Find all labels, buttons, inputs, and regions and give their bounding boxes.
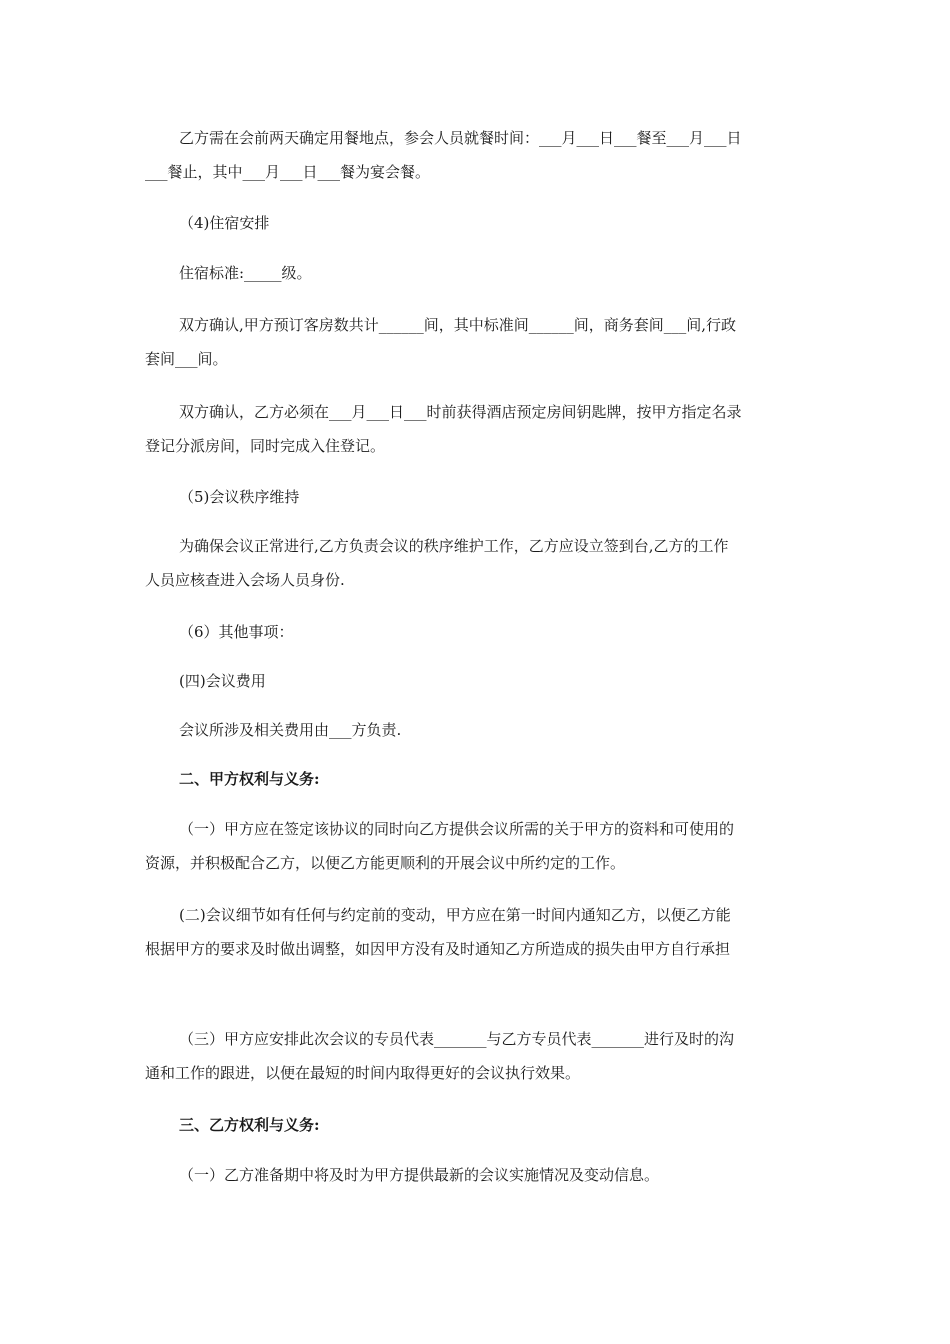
party-a-obligation-one bbox=[145, 812, 810, 880]
text-line: （5)会议秩序维持 bbox=[179, 488, 300, 506]
section-two-heading bbox=[145, 762, 810, 796]
order-paragraph bbox=[145, 529, 810, 597]
party-a-obligation-two bbox=[145, 898, 810, 966]
text-line: （6）其他事项： bbox=[179, 623, 294, 641]
order-heading bbox=[145, 480, 810, 514]
party-b-obligation-one bbox=[145, 1158, 810, 1192]
text-line: （一）乙方准备期中将及时为甲方提供最新的会议实施情况及变动信息。 bbox=[179, 1166, 660, 1184]
text-line: 资源，并积极配合乙方，以便乙方能更顺利的开展会议中所约定的工作。 bbox=[145, 854, 626, 872]
text-line: 二、甲方权利与义务: bbox=[179, 770, 320, 788]
text-line: 双方确认,甲方预订客房数共计______间，其中标准间______间，商务套间___间,行政 bbox=[179, 316, 737, 334]
text-line: （一）甲方应在签定该协议的同时向乙方提供会议所需的关于甲方的资料和可使用的 bbox=[179, 820, 735, 838]
section-three-heading bbox=[145, 1108, 810, 1142]
fees-paragraph bbox=[145, 713, 810, 747]
text-line: （三）甲方应安排此次会议的专员代表_______与乙方专员代表_______进行及时的沟 bbox=[179, 1030, 735, 1048]
text-line: 双方确认，乙方必须在___月___日___时前获得酒店预定房间钥匙牌，按甲方指定名录 bbox=[179, 403, 742, 421]
text-line: 三、乙方权利与义务: bbox=[179, 1116, 320, 1134]
room-key-paragraph bbox=[145, 395, 810, 463]
text-line: 根据甲方的要求及时做出调整，如因甲方没有及时通知乙方所造成的损失由甲方自行承担 bbox=[145, 940, 731, 958]
text-line: 通和工作的跟进，以便在最短的时间内取得更好的会议执行效果。 bbox=[145, 1064, 581, 1082]
text-line: 为确保会议正常进行,乙方负责会议的秩序维护工作，乙方应设立签到台,乙方的工作 bbox=[179, 537, 729, 555]
text-line: ___餐止，其中___月___日___餐为宴会餐。 bbox=[145, 163, 431, 181]
other-matters-heading bbox=[145, 615, 810, 649]
text-line: 登记分派房间，同时完成入住登记。 bbox=[145, 437, 386, 455]
text-line: 乙方需在会前两天确定用餐地点，参会人员就餐时间：___月___日___餐至___月___日 bbox=[179, 129, 742, 147]
text-line: 套间___间。 bbox=[145, 350, 228, 368]
fees-heading bbox=[145, 664, 810, 698]
text-line: 人员应核查进入会场人员身份. bbox=[145, 571, 345, 589]
text-line: 住宿标准:_____级。 bbox=[179, 264, 312, 282]
meal-schedule-paragraph bbox=[145, 121, 810, 189]
accommodation-heading bbox=[145, 206, 810, 240]
text-line: (四)会议费用 bbox=[179, 672, 266, 690]
text-line: （4)住宿安排 bbox=[179, 214, 270, 232]
text-line: (二)会议细节如有任何与约定前的变动，甲方应在第一时间内通知乙方，以便乙方能 bbox=[179, 906, 731, 924]
party-a-obligation-three bbox=[145, 1022, 810, 1090]
accommodation-standard bbox=[145, 256, 810, 290]
text-line: 会议所涉及相关费用由___方负责. bbox=[179, 721, 402, 739]
room-booking-paragraph bbox=[145, 308, 810, 376]
